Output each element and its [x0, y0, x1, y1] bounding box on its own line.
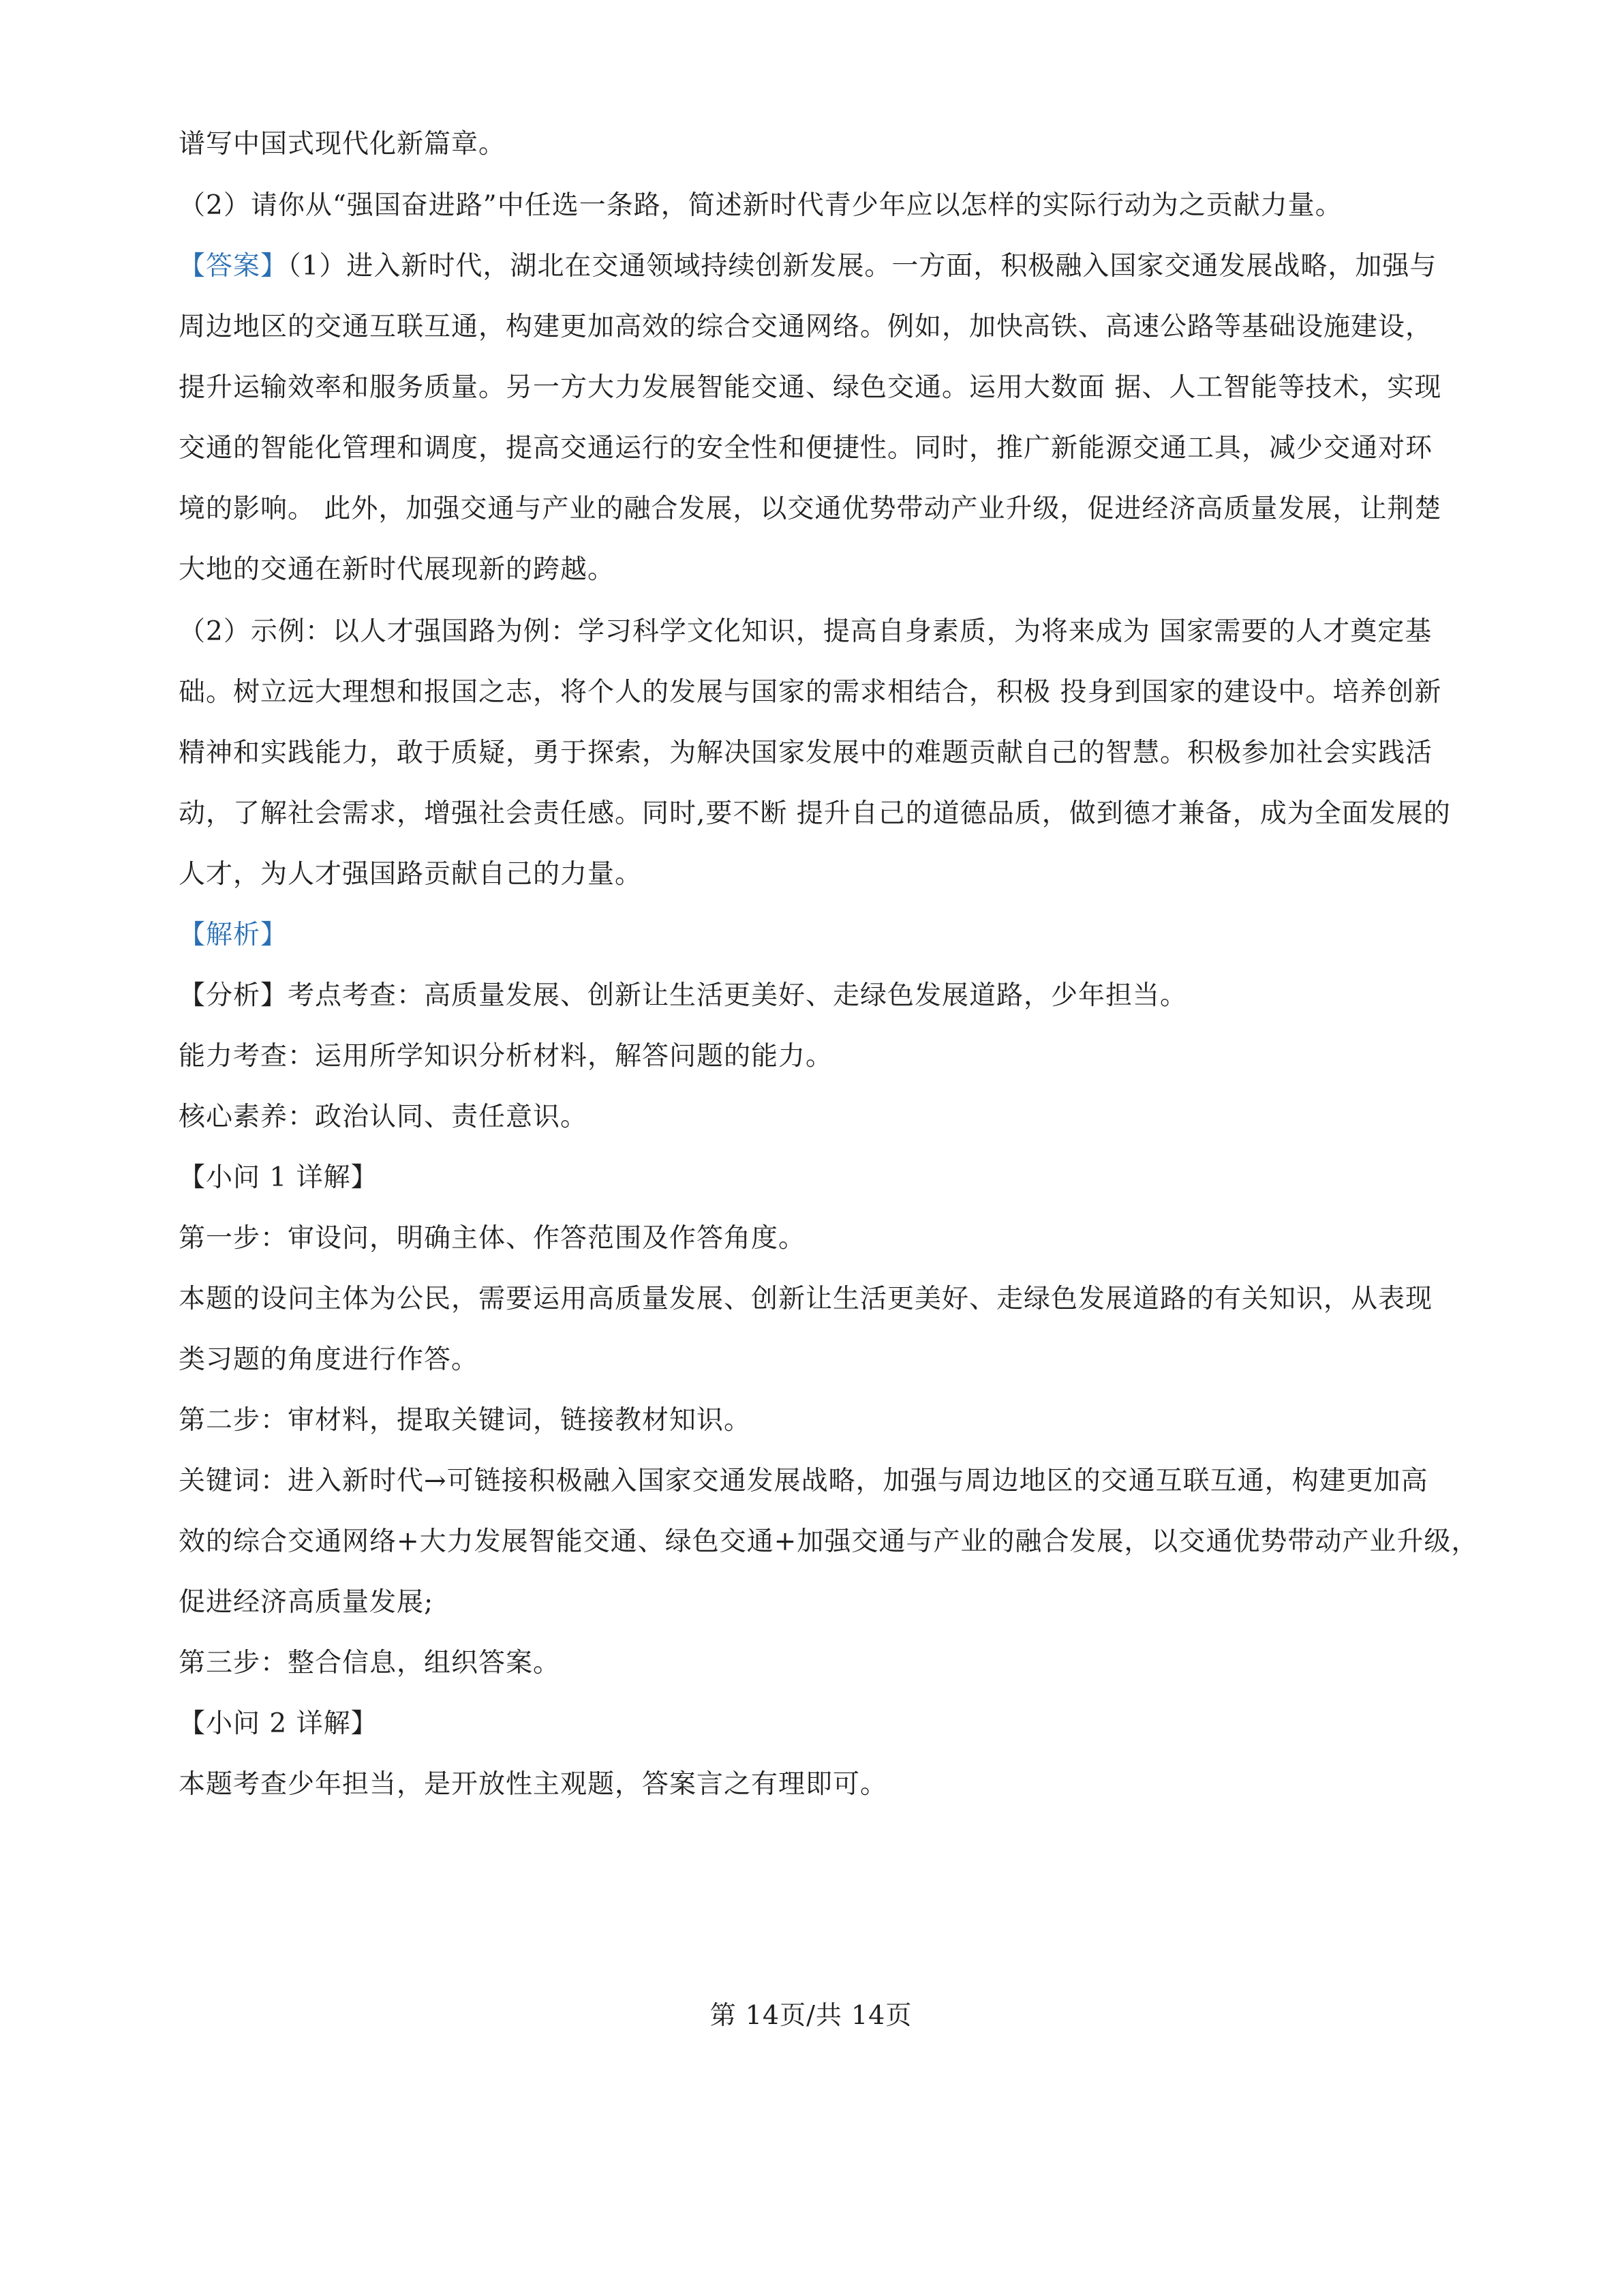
text-line: 第一步：审设问，明确主体、作答范围及作答角度。	[179, 1223, 806, 1254]
text-line: 本题考查少年担当，是开放性主观题，答案言之有理即可。	[179, 1769, 888, 1800]
text-line: 动，了解社会需求，增强社会责任感。同时,要不断 提升自己的道德品质，做到德才兼备，成为全面发展的	[179, 798, 1451, 829]
text-line: 本题的设问主体为公民，需要运用高质量发展、创新让生活更美好、走绿色发展道路的有关知识，从表现	[179, 1284, 1433, 1314]
text-line: 谱写中国式现代化新篇章。	[179, 129, 506, 160]
text-line: 交通的智能化管理和调度，提高交通运行的安全性和便捷性。同时，推广新能源交通工具，减少交通对环	[179, 433, 1433, 464]
text-line: 精神和实践能力，敢于质疑，勇于探索，为解决国家发展中的难题贡献自己的智慧。积极参加社会实践活	[179, 738, 1433, 768]
text-line: 能力考查：运用所学知识分析材料，解答问题的能力。	[179, 1041, 833, 1072]
text-line: 第三步：整合信息，组织答案。	[179, 1648, 561, 1678]
subquestion-2-heading: 【小问 2 详解】	[179, 1708, 378, 1739]
text-line: 核心素养：政治认同、责任意识。	[179, 1102, 588, 1132]
question-2: （2）请你从“强国奋进路”中任选一条路，简述新时代青少年应以怎样的实际行动为之贡献力量。	[179, 190, 1343, 221]
text-line: 类习题的角度进行作答。	[179, 1344, 479, 1375]
answer-line: 【答案】（1）进入新时代，湖北在交通领域持续创新发展。一方面，积极融入国家交通发展战略，加强与	[179, 251, 1437, 282]
text-line: 大地的交通在新时代展现新的跨越。	[179, 554, 615, 585]
text-line: 础。树立远大理想和报国之志，将个人的发展与国家的需求相结合，积极 投身到国家的建设中。培养创新	[179, 677, 1442, 708]
text-line: 周边地区的交通互联互通，构建更加高效的综合交通网络。例如，加快高铁、高速公路等基础设施建设，	[179, 312, 1433, 342]
text-line: 促进经济高质量发展;	[179, 1587, 434, 1618]
analysis-heading	[179, 918, 1453, 953]
text-line: （2）示例：以人才强国路为例：学习科学文化知识，提高自身素质，为将来成为 国家需要的人才奠定基	[179, 616, 1433, 647]
text-line: 第二步：审材料，提取关键词，链接教材知识。	[179, 1405, 752, 1436]
text-line: 境的影响。 此外，加强交通与产业的融合发展，以交通优势带动产业升级，促进经济高质量发展，让荆楚	[179, 494, 1442, 524]
page-number: 第 14页/共 14页	[709, 2000, 913, 2030]
page-footer	[0, 1997, 1622, 2033]
text-line: 关键词：进入新时代→可链接积极融入国家交通发展战略，加强与周边地区的交通互联互通，构建更加高	[179, 1466, 1428, 1496]
subquestion-1-heading: 【小问 1 详解】	[179, 1162, 378, 1193]
answer-label: 【答案】	[179, 251, 288, 282]
analysis-label: 【解析】	[179, 920, 288, 950]
text-line: 效的综合交通网络+大力发展智能交通、绿色交通+加强交通与产业的融合发展，以交通优势带动产业升级，	[179, 1526, 1479, 1557]
text-line: 【分析】考点考查：高质量发展、创新让生活更美好、走绿色发展道路，少年担当。	[179, 980, 1188, 1011]
text-line: 人才，为人才强国路贡献自己的力量。	[179, 859, 643, 890]
text-line: 提升运输效率和服务质量。另一方大力发展智能交通、绿色交通。运用大数面 据、人工智能等技术，实现	[179, 372, 1442, 403]
